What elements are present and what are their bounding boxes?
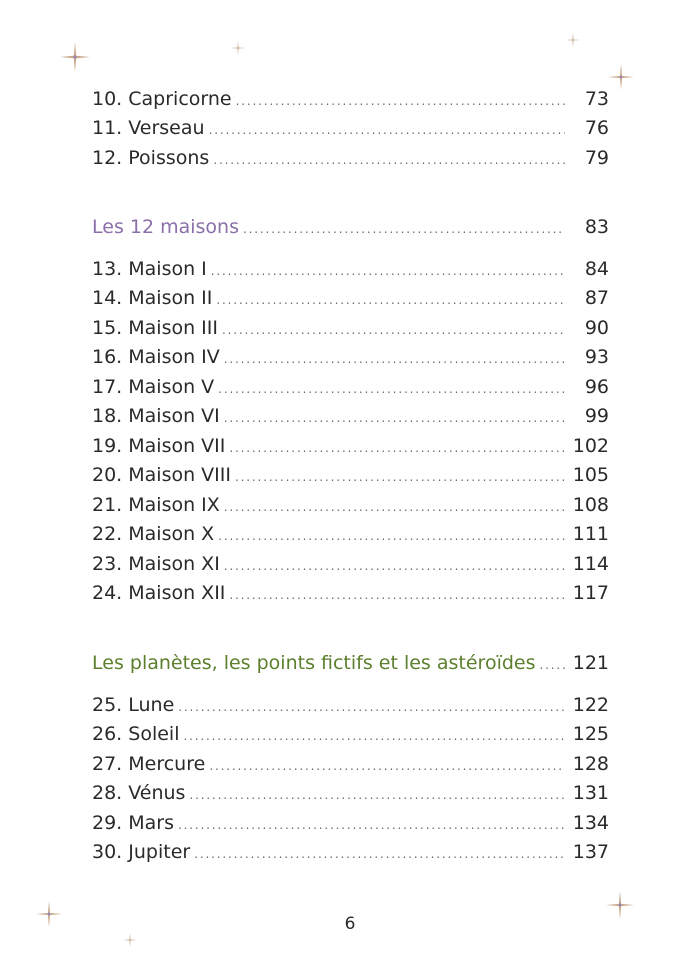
sparkle-star-icon (231, 41, 245, 55)
section-heading-label: Les 12 maisons (92, 216, 239, 238)
dot-leader (243, 216, 565, 242)
toc-entry-label: 15. Maison III (92, 317, 218, 339)
toc-entry-label: 23. Maison XI (92, 553, 220, 575)
toc-entry-page: 90 (584, 317, 609, 339)
toc-entry-page: 84 (584, 258, 609, 280)
section-heading-houses[interactable] (92, 214, 609, 240)
toc-entry-label: 12. Poissons (92, 147, 210, 169)
dot-leader (194, 841, 565, 867)
toc-entry-page: 108 (572, 494, 609, 516)
section-heading-page: 121 (572, 652, 609, 674)
dot-leader (218, 376, 565, 402)
toc-entry-page: 87 (584, 287, 609, 309)
toc-entry-page: 105 (572, 464, 609, 486)
toc-entry-label: 25. Lune (92, 694, 175, 716)
toc-entry-label: 24. Maison XII (92, 582, 226, 604)
sparkle-star-icon (60, 42, 90, 72)
section-heading-label: Les planètes, les points fictifs et les astéroïdes (92, 652, 536, 674)
dot-leader (236, 88, 565, 114)
toc-entry-page: 122 (572, 694, 609, 716)
toc-entry-label: 18. Maison VI (92, 405, 220, 427)
toc-entry-label: 10. Capricorne (92, 88, 232, 110)
toc-entry[interactable] (92, 462, 609, 488)
page-number: 6 (344, 914, 356, 934)
toc-entry-page: 111 (572, 523, 609, 545)
toc-entry-page: 79 (584, 147, 609, 169)
dot-leader (218, 523, 565, 549)
toc-entry[interactable] (92, 839, 609, 865)
dot-leader (189, 782, 565, 808)
sparkle-star-icon (36, 901, 62, 927)
sparkle-star-icon (608, 64, 634, 90)
toc-entry-label: 28. Vénus (92, 782, 186, 804)
toc-entry[interactable] (92, 751, 609, 777)
toc-entry-label: 21. Maison IX (92, 494, 220, 516)
toc-entry-label: 11. Verseau (92, 117, 205, 139)
toc-entry-page: 128 (572, 753, 609, 775)
toc-entry[interactable] (92, 256, 609, 282)
toc-entry[interactable] (92, 810, 609, 836)
dot-leader (229, 435, 565, 461)
toc-entry-label: 27. Mercure (92, 753, 206, 775)
toc-entry-page: 76 (584, 117, 609, 139)
toc-entry[interactable] (92, 403, 609, 429)
sparkle-star-icon (606, 891, 634, 919)
toc-entry-label: 20. Maison VIII (92, 464, 231, 486)
dot-leader (178, 694, 565, 720)
toc-entry-label: 29. Mars (92, 812, 175, 834)
toc-entry-page: 125 (572, 723, 609, 745)
dot-leader (224, 553, 565, 579)
dot-leader (209, 117, 565, 143)
toc-entry[interactable] (92, 780, 609, 806)
toc-entry[interactable] (92, 374, 609, 400)
toc-entry[interactable] (92, 521, 609, 547)
toc-entry-page: 93 (584, 346, 609, 368)
dot-leader (229, 582, 565, 608)
dot-leader (224, 405, 565, 431)
toc-entry[interactable] (92, 115, 609, 141)
sparkle-star-icon (566, 33, 580, 47)
toc-entry[interactable] (92, 145, 609, 171)
dot-leader (211, 258, 565, 284)
toc-entry[interactable] (92, 344, 609, 370)
toc-entry[interactable] (92, 433, 609, 459)
toc-entry[interactable] (92, 86, 609, 112)
toc-entry[interactable] (92, 315, 609, 341)
toc-entry-label: 26. Soleil (92, 723, 180, 745)
dot-leader (209, 753, 565, 779)
toc-entry[interactable] (92, 551, 609, 577)
toc-entry[interactable] (92, 721, 609, 747)
sparkle-star-icon (123, 933, 137, 947)
toc-entry-label: 16. Maison IV (92, 346, 220, 368)
dot-leader (183, 723, 565, 749)
dot-leader (540, 652, 566, 678)
dot-leader (216, 287, 565, 313)
dot-leader (235, 464, 565, 490)
dot-leader (224, 494, 565, 520)
toc-entry-page: 137 (572, 841, 609, 863)
toc-entry[interactable] (92, 285, 609, 311)
toc-entry-label: 19. Maison VII (92, 435, 226, 457)
toc-entry-label: 13. Maison I (92, 258, 207, 280)
toc-entry[interactable] (92, 692, 609, 718)
section-heading-planets[interactable] (92, 650, 609, 676)
toc-entry-label: 30. Jupiter (92, 841, 191, 863)
toc-entry[interactable] (92, 580, 609, 606)
toc-entry-label: 17. Maison V (92, 376, 215, 398)
toc-entry-label: 22. Maison X (92, 523, 215, 545)
toc-entry-page: 117 (572, 582, 609, 604)
dot-leader (224, 346, 565, 372)
section-heading-page: 83 (584, 216, 609, 238)
toc-entry[interactable] (92, 492, 609, 518)
toc-entry-page: 99 (584, 405, 609, 427)
toc-entry-page: 73 (584, 88, 609, 110)
dot-leader (222, 317, 565, 343)
toc-entry-page: 96 (584, 376, 609, 398)
toc-entry-page: 131 (572, 782, 609, 804)
toc-entry-page: 114 (572, 553, 609, 575)
toc-entry-page: 134 (572, 812, 609, 834)
toc-entry-label: 14. Maison II (92, 287, 213, 309)
dot-leader (178, 812, 565, 838)
toc-entry-page: 102 (572, 435, 609, 457)
dot-leader (213, 147, 565, 173)
